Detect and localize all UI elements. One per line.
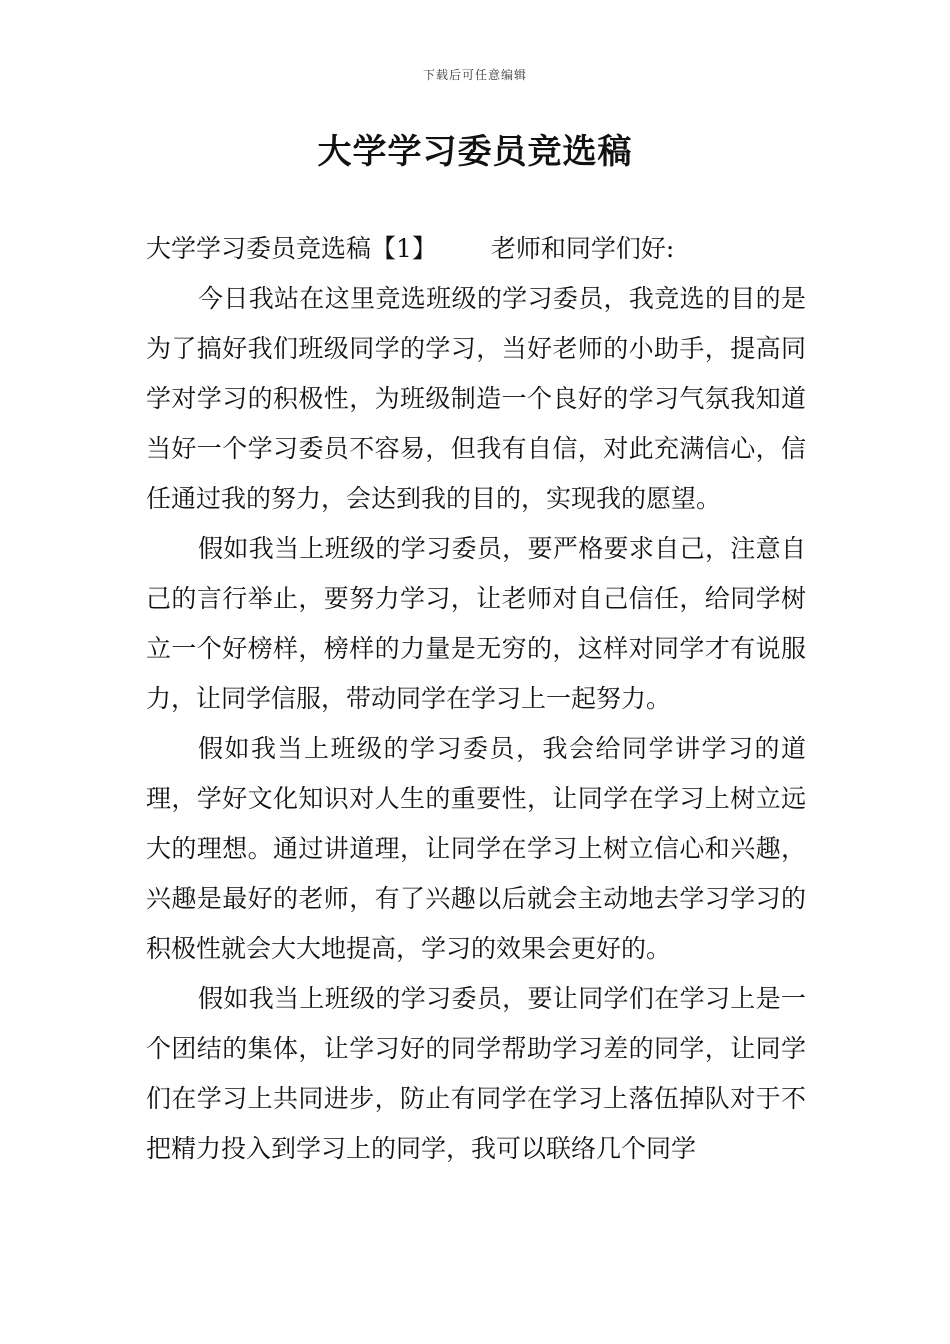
page-header-note: 下载后可任意编辑 <box>422 68 527 82</box>
section-subtitle: 大学学习委员竞选稿【1】 <box>146 234 437 263</box>
greeting: 老师和同学们好: <box>490 234 675 263</box>
document-title: 大学学习委员竞选稿 <box>317 132 633 172</box>
document-body <box>146 224 806 1174</box>
paragraph-4: 假如我当上班级的学习委员，要让同学们在学习上是一个团结的集体，让学习好的同学帮助学习差的同学，让同学们在学习上共同进步，防止有同学在学习上落伍掉队对于不把精力投入到学习上的同学，我可以联络几个同学 <box>146 984 806 1163</box>
paragraph-1: 今日我站在这里竞选班级的学习委员，我竞选的目的是为了搞好我们班级同学的学习，当好老师的小助手，提高同学对学习的积极性，为班级制造一个良好的学习气氛我知道当好一个学习委员不容易，但我有自信，对此充满信心，信任通过我的努力，会达到我的目的，实现我的愿望。 <box>146 284 806 513</box>
paragraph-2: 假如我当上班级的学习委员，要严格要求自己，注意自己的言行举止，要努力学习，让老师对自己信任，给同学树立一个好榜样，榜样的力量是无穷的，这样对同学才有说服力，让同学信服，带动同学在学习上一起努力。 <box>146 534 806 713</box>
paragraph-3: 假如我当上班级的学习委员，我会给同学讲学习的道理，学好文化知识对人生的重要性，让同学在学习上树立远大的理想。通过讲道理，让同学在学习上树立信心和兴趣，兴趣是最好的老师，有了兴趣以后就会主动地去学习学习的积极性就会大大地提高，学习的效果会更好的。 <box>146 734 806 963</box>
intro-line <box>146 224 806 274</box>
